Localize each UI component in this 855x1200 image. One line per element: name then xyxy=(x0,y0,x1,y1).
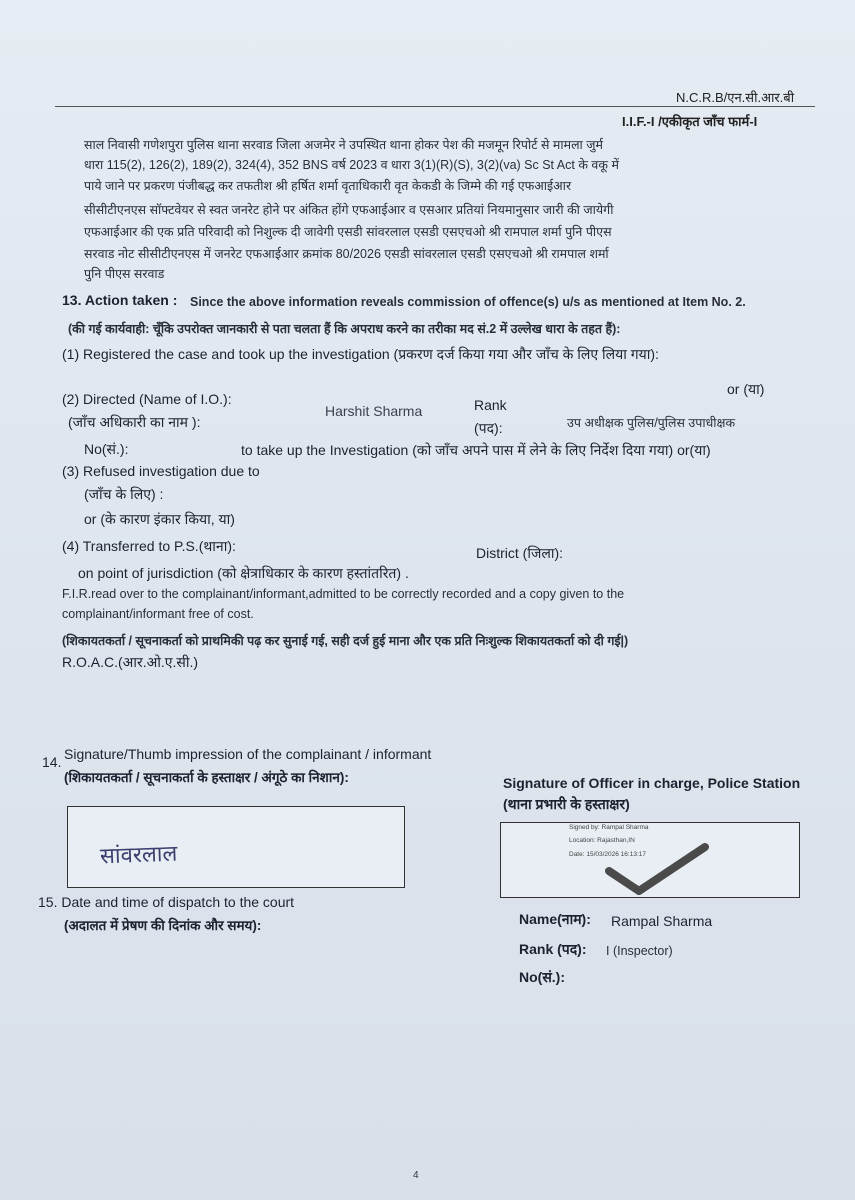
section-15-label-hindi: (अदालत में प्रेषण की दिनांक और समय): xyxy=(64,918,262,933)
narrative-line-3: पाये जाने पर प्रकरण पंजीबद्ध कर तफतीश श्री हर्षित शर्मा वृताधिकारी वृत केकडी के जिम्मे की गई एफआईआर xyxy=(84,179,572,193)
rank-label-hindi: (पद): xyxy=(474,420,503,436)
fir-read-line-2: complainant/informant free of cost. xyxy=(62,607,254,621)
section-13-title: 13. Action taken : xyxy=(62,292,178,308)
or-label-1: or (या) xyxy=(727,381,765,397)
form-title: I.I.F.-I /एकीकृत जाँच फार्म-I xyxy=(622,114,758,129)
take-up-investigation: to take up the Investigation (को जाँच अपने पास में लेने के लिए निर्देश दिया गया) or(या) xyxy=(241,442,711,458)
section-14-label: Signature/Thumb impression of the complainant / informant xyxy=(64,746,432,762)
officer-name-label: Name(नाम): xyxy=(519,911,591,927)
narrative-line-4: सीसीटीएनएस सॉफ्टवेयर से स्वत जनरेट होने पर अंकित होंगे एफआईआर व एसआर प्रतियां नियमानुसार जारी की जायेगी xyxy=(84,203,614,217)
fir-read-line-1: F.I.R.read over to the complainant/informant,admitted to be correctly recorded and a copy given to the xyxy=(62,587,625,601)
section-13-intro-hindi: (की गई कार्यवाही: चूँकि उपरोक्त जानकारी से पता चलता हैं कि अपराध करने का तरीका मद सं.2 में उल्लेख धारा के तहत हैं): xyxy=(68,322,621,336)
section-15-label: 15. Date and time of dispatch to the court xyxy=(38,894,295,910)
item-1-registered: (1) Registered the case and took up the investigation (प्रकरण दर्ज किया गया और जाँच के लिए लिया गया): xyxy=(62,346,659,362)
stamp-location: Location: Rajasthan,IN xyxy=(569,837,635,844)
narrative-line-5: एफआईआर की एक प्रति परिवादी को निशुल्क दी जावेगी एसडी सांवरलाल एसडी एसएचओ श्री रामपाल शर्मा पुनि पीएस xyxy=(84,225,612,239)
officer-no-label: No(सं.): xyxy=(519,969,566,985)
item-3-refused-hindi: (जाँच के लिए) : xyxy=(84,486,164,502)
jurisdiction-text: on point of jurisdiction (को क्षेत्राधिकार के कारण हस्तांतरित) . xyxy=(78,565,409,581)
header-rule xyxy=(55,106,815,107)
item-4-transferred: (4) Transferred to P.S.(थाना): xyxy=(62,538,236,554)
fir-read-hindi: (शिकायतकर्ता / सूचनाकर्ता को प्राथमिकी पढ़ कर सुनाई गई, सही दर्ज हुई माना और एक प्रति निःशुल्क शिकायतकर्ता को दी गई|) xyxy=(62,634,629,648)
complainant-signature: सांवरलाल xyxy=(99,841,178,870)
ncrb-header: N.C.R.B/एन.सी.आर.बी xyxy=(676,90,795,105)
io-name-value: Harshit Sharma xyxy=(325,403,423,419)
officer-signature-label: Signature of Officer in charge, Police Station xyxy=(503,775,801,791)
officer-signature-box xyxy=(500,822,800,898)
section-14-label-hindi: (शिकायतकर्ता / सूचनाकर्ता के हस्ताक्षर / अंगूठे का निशान): xyxy=(64,770,349,785)
narrative-line-2: धारा 115(2), 126(2), 189(2), 324(4), 352 BNS वर्ष 2023 व धारा 3(1)(R)(S), 3(2)(va) Sc St Act के वकू में xyxy=(84,158,619,172)
section-14-number: 14. xyxy=(42,754,62,770)
item-3-refused: (3) Refused investigation due to xyxy=(62,463,260,479)
item-2-directed: (2) Directed (Name of I.O.): xyxy=(62,391,232,407)
district-label: District (जिला): xyxy=(476,545,564,561)
roac-label: R.O.A.C.(आर.ओ.ए.सी.) xyxy=(62,654,199,670)
section-13-intro: Since the above information reveals commission of offence(s) u/s as mentioned at Item No. 2. xyxy=(190,295,746,309)
narrative-line-7: पुनि पीएस सरवाड xyxy=(84,267,165,281)
complainant-signature-box xyxy=(67,806,405,888)
officer-rank-value: I (Inspector) xyxy=(606,944,673,958)
officer-rank-label: Rank (पद): xyxy=(519,941,587,957)
item-3-or: or (के कारण इंकार किया, या) xyxy=(84,511,235,527)
item-2-directed-hindi: (जाँच अधिकारी का नाम ): xyxy=(68,414,201,430)
rank-value: उप अधीक्षक पुलिस/पुलिस उपाधीक्षक xyxy=(567,416,736,430)
no-label: No(सं.): xyxy=(84,441,129,457)
officer-name-value: Rampal Sharma xyxy=(611,913,713,929)
rank-label: Rank xyxy=(474,397,507,413)
stamp-signed-by: Signed by: Rampal Sharma xyxy=(569,824,649,831)
officer-signature-label-hindi: (थाना प्रभारी के हस्ताक्षर) xyxy=(503,796,630,812)
narrative-line-1: साल निवासी गणेशपुरा पुलिस थाना सरवाड जिला अजमेर ने उपस्थित थाना होकर पेश की मजमून रिपोर्ट से मामला जुर्म xyxy=(84,138,604,152)
narrative-line-6: सरवाड नोट सीसीटीएनएस में जनरेट एफआईआर क्रमांक 80/2026 एसडी सांवरलाल एसडी एसएचओ श्री रामपाल शर्मा xyxy=(84,247,609,261)
stamp-date: Date: 15/03/2026 16:13:17 xyxy=(569,851,646,858)
page-number: 4 xyxy=(413,1170,419,1181)
verified-check-icon xyxy=(601,843,711,897)
